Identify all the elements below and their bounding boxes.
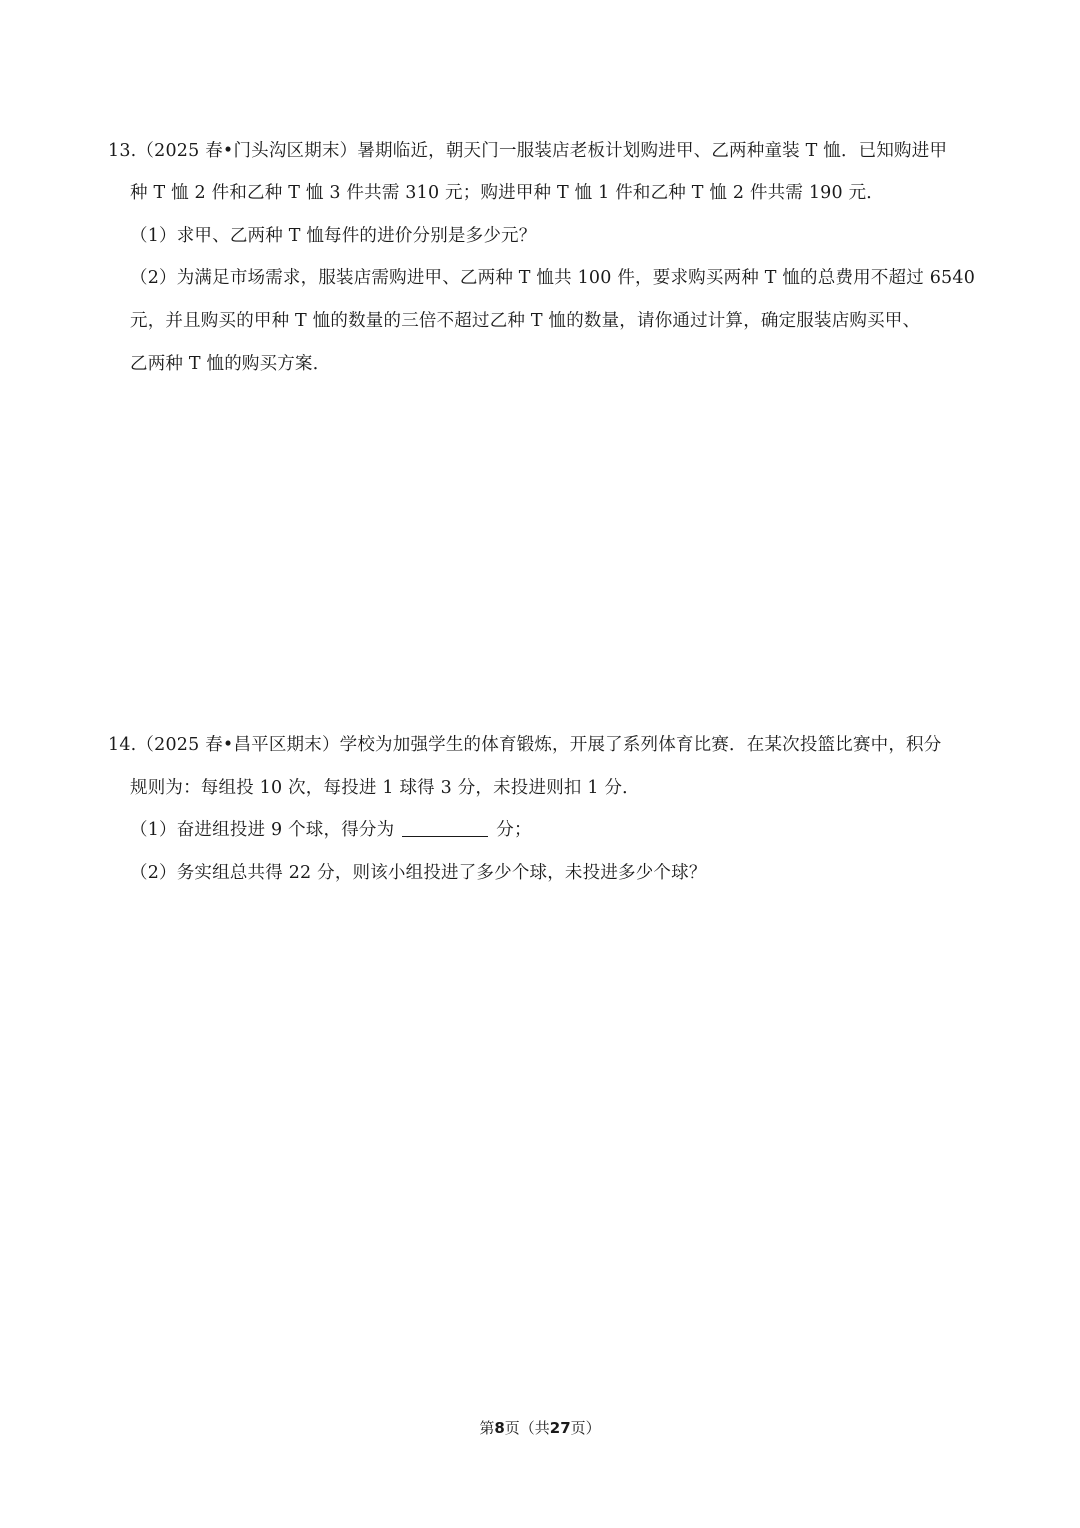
footer-total-pages: 27	[549, 1419, 571, 1437]
question-13-stem-line-2: 种 T 恤 2 件和乙种 T 恤 3 件共需 310 元；购进甲种 T 恤 1 件和乙种 T 恤 2 件共需 190 元．	[130, 183, 884, 203]
question-13-part-2-line-3: 乙两种 T 恤的购买方案．	[130, 354, 331, 374]
question-14-part-2: （2）务实组总共得 22 分，则该小组投进了多少个球，未投进多少个球？	[130, 863, 707, 883]
answer-blank[interactable]	[402, 818, 488, 837]
question-13-stem-line-1: 13.（2025 春•门头沟区期末）暑期临近，朝天门一服装店老板计划购进甲、乙两种童装 T 恤．已知购进甲	[108, 141, 948, 161]
footer-prefix: 第	[479, 1419, 495, 1437]
footer-middle: 页（共	[504, 1419, 550, 1437]
question-13-part-2-line-2: 元，并且购买的甲种 T 恤的数量的三倍不超过乙种 T 恤的数量，请你通过计算，确定服装店购买甲、	[130, 311, 921, 331]
page-footer	[0, 1417, 1080, 1439]
question-14-part-1-text: （1）奋进组投进 9 个球，得分为	[130, 820, 395, 840]
question-14-part-1-unit: 分；	[496, 820, 532, 840]
question-14-stem-line-1: 14.（2025 春•昌平区期末）学校为加强学生的体育锻炼，开展了系列体育比赛．在某次投篮比赛中，积分	[108, 735, 942, 755]
footer-page-number: 8	[494, 1419, 505, 1437]
question-13-part-2-line-1: （2）为满足市场需求，服装店需购进甲、乙两种 T 恤共 100 件，要求购买两种 T 恤的总费用不超过 6540	[130, 268, 976, 288]
question-13-part-1: （1）求甲、乙两种 T 恤每件的进价分别是多少元？	[130, 226, 537, 246]
question-14-part-1	[130, 818, 532, 842]
footer-suffix: 页）	[570, 1419, 601, 1437]
question-14-stem-line-2: 规则为：每组投 10 次，每投进 1 球得 3 分，未投进则扣 1 分．	[130, 778, 640, 798]
